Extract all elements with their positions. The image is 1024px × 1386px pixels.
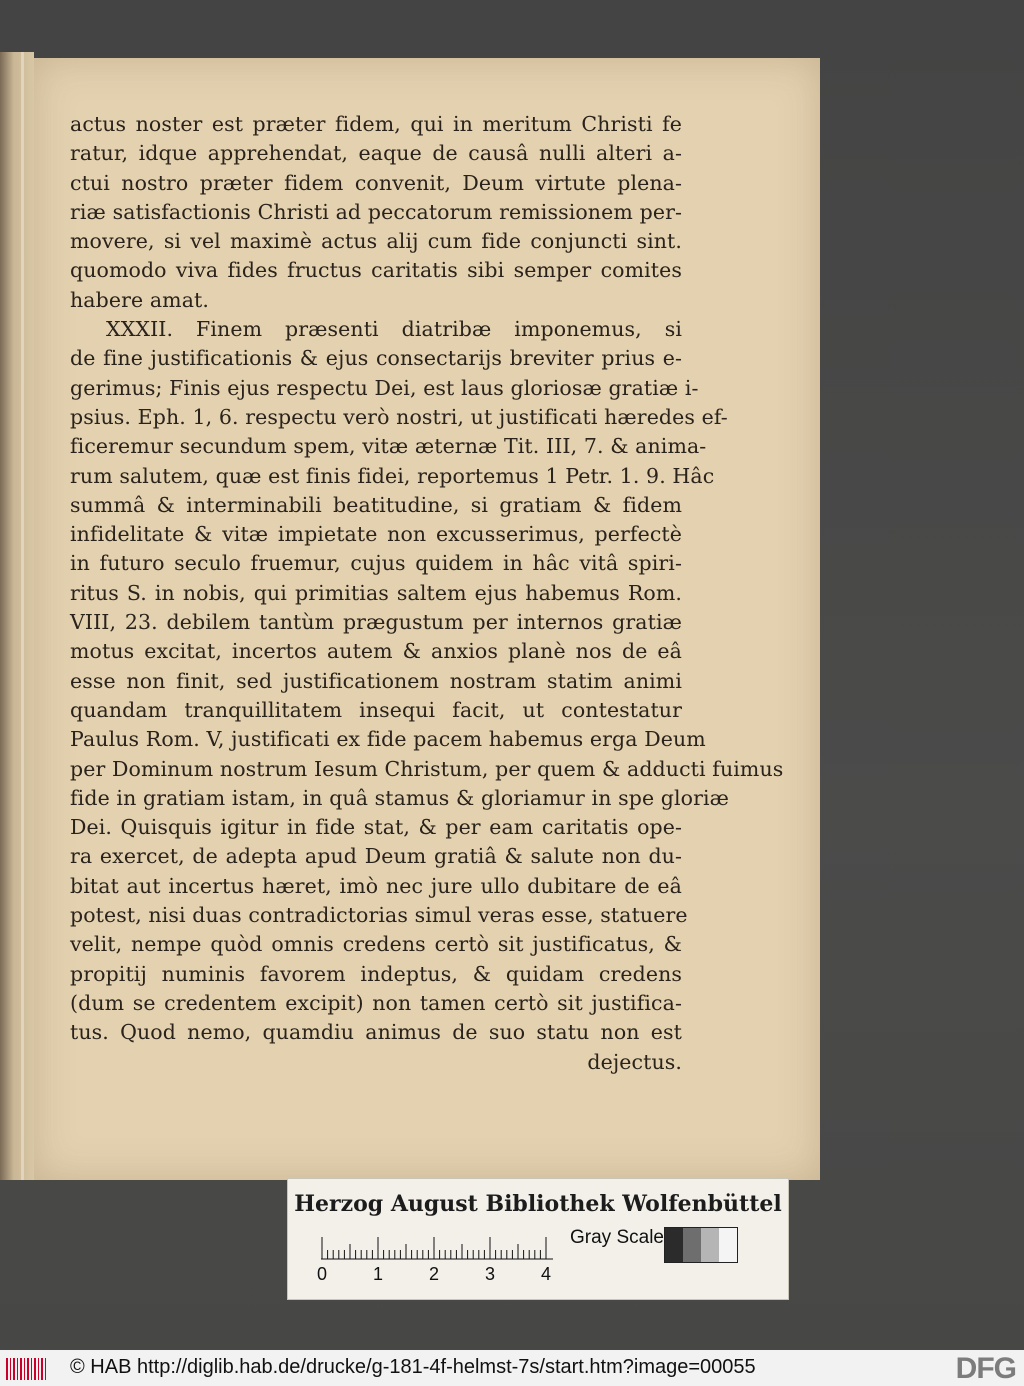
gray-step bbox=[701, 1228, 719, 1262]
text-line: ficeremur secundum spem, vitæ æternæ Tit. III, 7. & anima- bbox=[70, 434, 707, 459]
text-line: ritus S. in nobis, qui primitias saltem ejus habemus Rom. bbox=[70, 580, 682, 605]
gray-step bbox=[683, 1228, 701, 1262]
gray-step bbox=[719, 1228, 737, 1262]
text-line: quomodo viva fides fructus caritatis sibi semper comites bbox=[70, 258, 682, 283]
text-line: potest, nisi duas contradictorias simul veras esse, statuere bbox=[70, 903, 688, 928]
barcode-icon bbox=[6, 1358, 48, 1380]
gray-scale-label: Gray Scale bbox=[570, 1227, 664, 1248]
text-line: gerimus; Finis ejus respectu Dei, est laus gloriosæ gratiæ i- bbox=[70, 375, 699, 400]
text-line: ctui nostro præter fidem convenit, Deum virtute plena- bbox=[70, 170, 682, 195]
text-line: Dei. Quisquis igitur in fide stat, & per eam caritatis ope- bbox=[70, 815, 682, 840]
text-line: (dum se credentem excipit) non tamen certò sit justifica- bbox=[70, 990, 682, 1015]
gray-scale-steps bbox=[664, 1227, 738, 1263]
text-line: riæ satisfactionis Christi ad peccatorum remissionem per- bbox=[70, 199, 682, 224]
dfg-logo: DFG bbox=[955, 1352, 1016, 1385]
color-scale-card bbox=[287, 1178, 789, 1300]
source-url[interactable]: © HAB http://diglib.hab.de/drucke/g-181-4f-helmst-7s/start.htm?image=00055 bbox=[70, 1356, 756, 1378]
text-line: fide in gratiam istam, in quâ stamus & gloriamur in spe gloriæ bbox=[70, 785, 730, 810]
book-page bbox=[34, 58, 820, 1180]
text-line: motus excitat, incertos autem & anxios planè nos de eâ bbox=[70, 639, 682, 664]
text-line: ra exercet, de adepta apud Deum gratiâ & salute non du- bbox=[70, 844, 682, 869]
text-line: per Dominum nostrum Iesum Christum, per quem & adducti fuimus bbox=[70, 756, 784, 781]
text-line: summâ & interminabili beatitudine, si gratiam & fidem bbox=[70, 492, 682, 517]
text-line: quandam tranquillitatem insequi facit, ut contestatur bbox=[70, 697, 682, 722]
text-line: velit, nempe quòd omnis credens certò sit justificatus, & bbox=[70, 932, 682, 957]
ruler bbox=[321, 1236, 553, 1260]
ruler-number: 0 bbox=[316, 1264, 327, 1284]
ruler-number: 3 bbox=[484, 1264, 495, 1284]
ruler-number: 2 bbox=[428, 1264, 439, 1284]
library-title: Herzog August Bibliothek Wolfenbüttel bbox=[294, 1191, 782, 1217]
footer-bar bbox=[0, 1350, 1024, 1386]
text-line: in futuro seculo fruemur, cujus quidem in hâc vitâ spiri- bbox=[70, 551, 682, 576]
text-line: actus noster est præter fidem, qui in meritum Christi fe bbox=[70, 112, 682, 136]
gray-step bbox=[665, 1228, 683, 1262]
text-line: Paulus Rom. V, justificati ex fide pacem habemus erga Deum bbox=[70, 727, 706, 752]
text-line: dejectus. bbox=[587, 1049, 682, 1074]
text-line: infidelitate & vitæ impietate non excusserimus, perfectè bbox=[70, 522, 682, 547]
previous-page-edge bbox=[0, 52, 34, 1180]
text-line: habere amat. bbox=[70, 287, 209, 312]
text-line: XXXII. Finem præsenti diatribæ imponemus, si bbox=[106, 317, 682, 342]
text-line: tus. Quod nemo, quamdiu animus de suo statu non est bbox=[70, 1020, 682, 1045]
text-line: rum salutem, quæ est finis fidei, reportemus 1 Petr. 1. 9. Hâc bbox=[70, 463, 715, 488]
text-line: bitat aut incertus hæret, imò nec jure ullo dubitare de eâ bbox=[70, 873, 682, 898]
ruler-number: 4 bbox=[540, 1264, 551, 1284]
text-line: de fine justificationis & ejus consectarijs breviter prius e- bbox=[70, 346, 682, 371]
text-line: psius. Eph. 1, 6. respectu verò nostri, ut justificati hæredes ef- bbox=[70, 404, 728, 429]
text-line: movere, si vel maximè actus alij cum fide conjuncti sint. bbox=[70, 229, 682, 254]
text-line: VIII, 23. debilem tantùm prægustum per internos gratiæ bbox=[70, 610, 682, 635]
text-line: ratur, idque apprehendat, eaque de causâ nulli alteri a- bbox=[70, 141, 682, 166]
page-text bbox=[70, 110, 784, 1077]
text-line: propitij numinis favorem indeptus, & quidam credens bbox=[70, 961, 682, 986]
text-line: esse non finit, sed justificationem nostram statim animi bbox=[70, 668, 682, 693]
ruler-number: 1 bbox=[372, 1264, 383, 1284]
